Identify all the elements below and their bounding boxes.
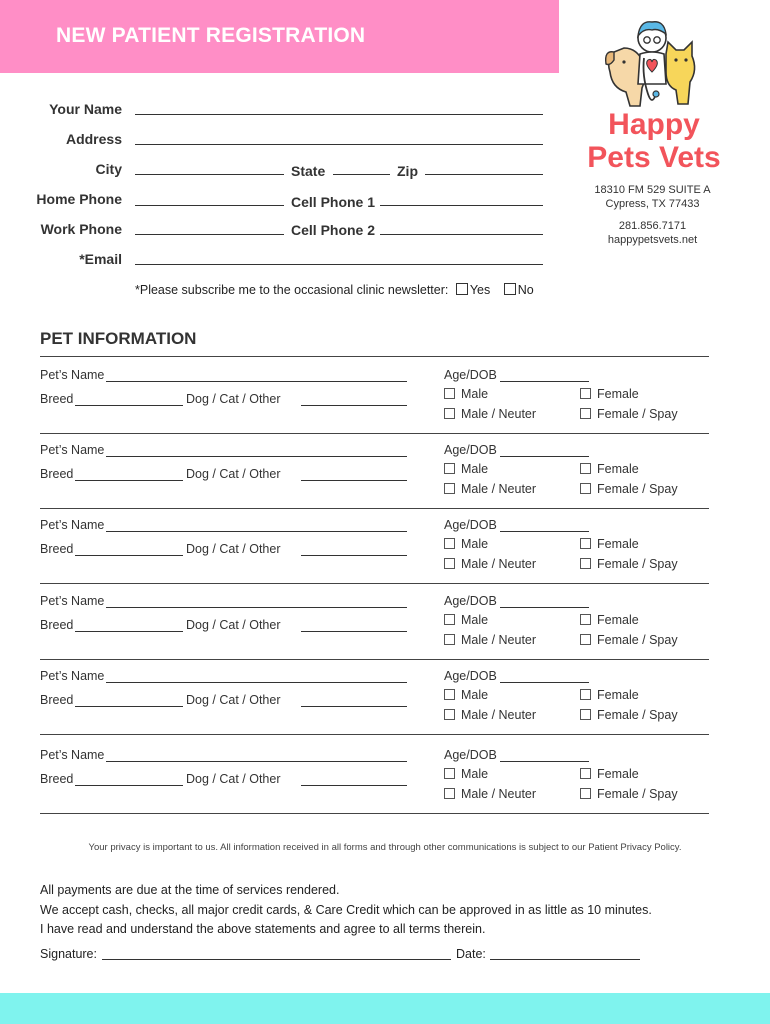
male-label: Male: [461, 613, 489, 627]
female-spay-checkbox[interactable]: [580, 558, 591, 569]
male-neuter-label: Male / Neuter: [461, 708, 537, 722]
female-spay-label: Female / Spay: [597, 482, 678, 496]
female-label: Female: [597, 537, 639, 551]
female-label: Female: [597, 688, 639, 702]
brand-name-line1: Happy: [608, 108, 700, 141]
footer-band: [0, 993, 770, 1024]
female-label: Female: [597, 387, 639, 401]
date-label: Date:: [456, 947, 486, 961]
breed-label: Breed: [40, 392, 74, 406]
newsletter-no-label: No: [517, 283, 534, 297]
pets-name-label: Pet’s Name: [40, 748, 105, 762]
male-option[interactable]: [444, 613, 488, 627]
female-spay-option[interactable]: [580, 787, 678, 801]
breed-label: Breed: [40, 618, 74, 632]
male-option[interactable]: [444, 537, 488, 551]
form-title: NEW PATIENT REGISTRATION: [56, 24, 366, 47]
female-spay-label: Female / Spay: [597, 708, 678, 722]
species-options: Dog / Cat / Other: [186, 467, 281, 481]
male-neuter-option[interactable]: [444, 787, 536, 801]
male-checkbox[interactable]: [444, 614, 455, 625]
breed-field[interactable]: [75, 631, 183, 632]
male-neuter-label: Male / Neuter: [461, 482, 537, 496]
pets-name-field[interactable]: [106, 381, 407, 382]
male-option[interactable]: [444, 767, 488, 781]
female-spay-label: Female / Spay: [597, 407, 678, 421]
newsletter-text: *Please subscribe me to the occasional clinic newsletter:: [135, 283, 449, 297]
your-name-field[interactable]: [135, 114, 543, 115]
male-neuter-checkbox[interactable]: [444, 634, 455, 645]
species-other-field[interactable]: [301, 480, 407, 481]
pet-entry: [40, 443, 709, 503]
female-spay-checkbox[interactable]: [580, 788, 591, 799]
cell-phone-1-label: Cell Phone 1: [291, 194, 376, 210]
newsletter-subscribe: [135, 283, 534, 297]
pet-entry-divider: [40, 433, 709, 434]
city-field[interactable]: [135, 174, 284, 175]
brand-name: [574, 108, 734, 174]
pets-name-field[interactable]: [106, 761, 407, 762]
species-options: Dog / Cat / Other: [186, 693, 281, 707]
female-spay-option[interactable]: [580, 708, 678, 722]
female-option[interactable]: [580, 767, 639, 781]
date-field[interactable]: [490, 959, 640, 960]
age-dob-field[interactable]: [500, 761, 589, 762]
privacy-notice: Your privacy is important to us. All information received in all forms and through other communications is subject to our Patient Privacy Policy.: [88, 842, 682, 853]
clinic-phone: 281.856.7171: [618, 220, 687, 232]
species-other-field[interactable]: [301, 555, 407, 556]
state-field[interactable]: [333, 174, 390, 175]
pet-entry: [40, 518, 709, 578]
breed-field[interactable]: [75, 706, 183, 707]
female-checkbox[interactable]: [580, 463, 591, 474]
state-label: State: [291, 163, 326, 179]
female-spay-option[interactable]: [580, 633, 678, 647]
terms-line-2: We accept cash, checks, all major credit cards, & Care Credit which can be approved in as little as 10 minutes.: [40, 903, 652, 917]
pet-entry: [40, 669, 709, 729]
age-dob-field[interactable]: [500, 682, 589, 683]
clinic-website: happypetsvets.net: [607, 234, 698, 246]
male-neuter-checkbox[interactable]: [444, 408, 455, 419]
female-checkbox[interactable]: [580, 614, 591, 625]
newsletter-yes-label: Yes: [469, 283, 491, 297]
female-spay-checkbox[interactable]: [580, 483, 591, 494]
breed-field[interactable]: [75, 785, 183, 786]
male-option[interactable]: [444, 387, 488, 401]
species-options: Dog / Cat / Other: [186, 392, 281, 406]
female-spay-option[interactable]: [580, 407, 678, 421]
breed-label: Breed: [40, 772, 74, 786]
male-label: Male: [461, 462, 489, 476]
pets-name-field[interactable]: [106, 456, 407, 457]
male-checkbox[interactable]: [444, 538, 455, 549]
your-name-label: Your Name: [49, 101, 122, 117]
terms-line-3: I have read and understand the above statements and agree to all terms therein.: [40, 922, 486, 936]
breed-label: Breed: [40, 693, 74, 707]
male-checkbox[interactable]: [444, 768, 455, 779]
address-label: Address: [65, 131, 122, 147]
clinic-address-line2: Cypress, TX 77433: [605, 198, 700, 210]
home-phone-label: Home Phone: [36, 191, 122, 207]
age-dob-field[interactable]: [500, 607, 589, 608]
pet-entry-divider: [40, 583, 709, 584]
pets-name-label: Pet’s Name: [40, 443, 105, 457]
female-spay-checkbox[interactable]: [580, 709, 591, 720]
age-dob-field[interactable]: [500, 381, 589, 382]
city-label: City: [95, 161, 122, 177]
pets-name-field[interactable]: [106, 682, 407, 683]
male-label: Male: [461, 767, 489, 781]
clinic-address-line1: 18310 FM 529 SUITE A: [594, 184, 711, 196]
male-neuter-checkbox[interactable]: [444, 483, 455, 494]
age-dob-label: Age/DOB: [444, 518, 497, 532]
breed-field[interactable]: [75, 405, 183, 406]
pets-name-field[interactable]: [106, 607, 407, 608]
age-dob-label: Age/DOB: [444, 748, 497, 762]
female-spay-label: Female / Spay: [597, 633, 678, 647]
male-label: Male: [461, 688, 489, 702]
male-neuter-checkbox[interactable]: [444, 709, 455, 720]
species-options: Dog / Cat / Other: [186, 542, 281, 556]
species-other-field[interactable]: [301, 405, 407, 406]
male-neuter-option[interactable]: [444, 482, 536, 496]
male-neuter-label: Male / Neuter: [461, 557, 537, 571]
female-spay-option[interactable]: [580, 557, 678, 571]
female-checkbox[interactable]: [580, 689, 591, 700]
signature-row: [40, 947, 97, 961]
email-field[interactable]: [135, 264, 543, 265]
age-dob-label: Age/DOB: [444, 594, 497, 608]
male-label: Male: [461, 387, 489, 401]
male-checkbox[interactable]: [444, 689, 455, 700]
male-option[interactable]: [444, 462, 488, 476]
pets-name-label: Pet’s Name: [40, 669, 105, 683]
male-neuter-option[interactable]: [444, 557, 536, 571]
pet-section-title: PET INFORMATION: [40, 329, 197, 348]
female-option[interactable]: [580, 688, 639, 702]
female-spay-label: Female / Spay: [597, 557, 678, 571]
pets-name-field[interactable]: [106, 531, 407, 532]
female-spay-checkbox[interactable]: [580, 634, 591, 645]
age-dob-field[interactable]: [500, 456, 589, 457]
male-neuter-label: Male / Neuter: [461, 407, 537, 421]
female-option[interactable]: [580, 462, 639, 476]
email-label: *Email: [79, 251, 122, 267]
male-checkbox[interactable]: [444, 388, 455, 399]
species-options: Dog / Cat / Other: [186, 618, 281, 632]
species-other-field[interactable]: [301, 785, 407, 786]
brand-name-line2: Pets Vets: [587, 141, 721, 174]
cell-phone-2-label: Cell Phone 2: [291, 222, 376, 238]
breed-label: Breed: [40, 467, 74, 481]
male-neuter-option[interactable]: [444, 633, 536, 647]
breed-field[interactable]: [75, 555, 183, 556]
breed-field[interactable]: [75, 480, 183, 481]
male-label: Male: [461, 537, 489, 551]
age-dob-label: Age/DOB: [444, 368, 497, 382]
address-field[interactable]: [135, 144, 543, 145]
female-spay-option[interactable]: [580, 482, 678, 496]
species-other-field[interactable]: [301, 631, 407, 632]
pets-name-label: Pet’s Name: [40, 594, 105, 608]
newsletter-no-checkbox[interactable]: [504, 283, 516, 295]
male-neuter-label: Male / Neuter: [461, 633, 537, 647]
vet-logo-icon: [596, 14, 706, 114]
newsletter-yes-checkbox[interactable]: [456, 283, 468, 295]
terms-line-1: All payments are due at the time of services rendered.: [40, 883, 340, 897]
female-option[interactable]: [580, 613, 639, 627]
species-other-field[interactable]: [301, 706, 407, 707]
female-checkbox[interactable]: [580, 388, 591, 399]
home-phone-field[interactable]: [135, 205, 284, 206]
age-dob-label: Age/DOB: [444, 443, 497, 457]
pet-entry: [40, 368, 709, 428]
signature-field[interactable]: [102, 959, 451, 960]
male-neuter-checkbox[interactable]: [444, 788, 455, 799]
female-option[interactable]: [580, 387, 639, 401]
pet-entry-divider: [40, 734, 709, 735]
work-phone-field[interactable]: [135, 234, 284, 235]
male-neuter-option[interactable]: [444, 407, 536, 421]
female-checkbox[interactable]: [580, 538, 591, 549]
pets-name-label: Pet’s Name: [40, 368, 105, 382]
breed-label: Breed: [40, 542, 74, 556]
header-band: [0, 0, 559, 73]
male-checkbox[interactable]: [444, 463, 455, 474]
pets-name-label: Pet’s Name: [40, 518, 105, 532]
pet-entry-divider: [40, 659, 709, 660]
pet-entry: [40, 594, 709, 654]
male-neuter-label: Male / Neuter: [461, 787, 537, 801]
female-option[interactable]: [580, 537, 639, 551]
male-option[interactable]: [444, 688, 488, 702]
pet-section-divider: [40, 356, 709, 357]
male-neuter-option[interactable]: [444, 708, 536, 722]
female-label: Female: [597, 462, 639, 476]
age-dob-label: Age/DOB: [444, 669, 497, 683]
cell-phone-1-field[interactable]: [380, 205, 543, 206]
zip-field[interactable]: [425, 174, 543, 175]
work-phone-label: Work Phone: [40, 221, 122, 237]
pet-entry-divider: [40, 508, 709, 509]
pet-entry: [40, 748, 709, 808]
cell-phone-2-field[interactable]: [380, 234, 543, 235]
female-spay-checkbox[interactable]: [580, 408, 591, 419]
age-dob-field[interactable]: [500, 531, 589, 532]
female-checkbox[interactable]: [580, 768, 591, 779]
species-options: Dog / Cat / Other: [186, 772, 281, 786]
female-label: Female: [597, 767, 639, 781]
pet-entry-divider: [40, 813, 709, 814]
female-spay-label: Female / Spay: [597, 787, 678, 801]
female-label: Female: [597, 613, 639, 627]
signature-label: Signature:: [40, 947, 97, 961]
zip-label: Zip: [397, 163, 418, 179]
male-neuter-checkbox[interactable]: [444, 558, 455, 569]
